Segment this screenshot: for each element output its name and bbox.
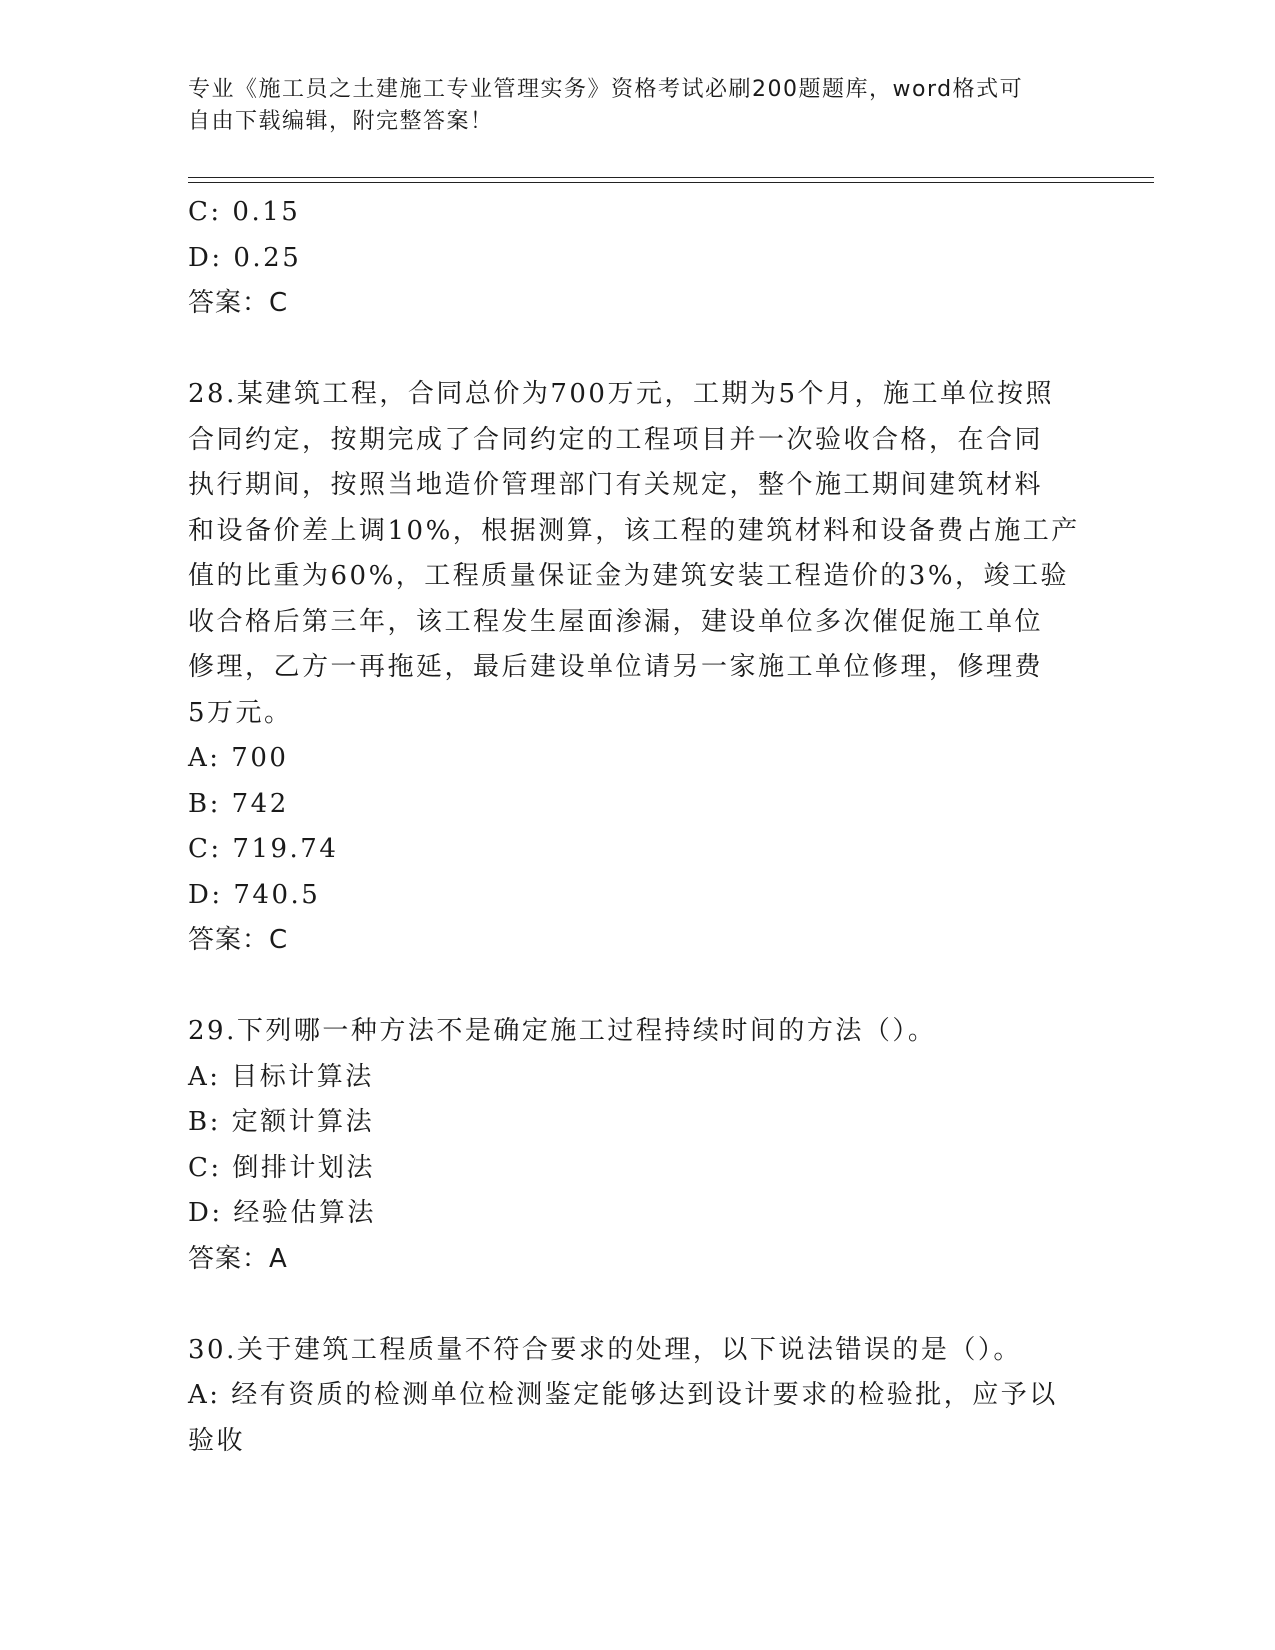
- question-line: 执行期间，按照当地造价管理部门有关规定，整个施工期间建筑材料: [188, 470, 1044, 500]
- option-c: C: 719.74: [188, 834, 339, 864]
- option-a: A: 目标计算法: [188, 1061, 374, 1092]
- answer-line: 答案：C: [188, 288, 289, 318]
- header-line-1: 专业《施工员之土建施工专业管理实务》资格考试必刷200题题库，word格式可: [188, 77, 1024, 102]
- question-29: 29.下列哪一种方法不是确定施工过程持续时间的方法（）。: [188, 1016, 937, 1046]
- option-c: C: 倒排计划法: [188, 1152, 375, 1183]
- question-line: 和设备价差上调10%，根据测算，该工程的建筑材料和设备费占施工产: [188, 515, 1080, 546]
- question-line: 合同约定，按期完成了合同约定的工程项目并一次验收合格，在合同: [188, 424, 1044, 455]
- spacer: [188, 327, 1088, 373]
- option-d: D: 0.25: [188, 242, 302, 273]
- option-d: D: 经验估算法: [188, 1198, 376, 1228]
- option-b: B: 定额计算法: [188, 1107, 375, 1137]
- answer-line: 答案：A: [188, 1243, 288, 1274]
- spacer: [188, 1282, 1088, 1328]
- document-header: [188, 74, 1068, 138]
- question-line: 收合格后第三年，该工程发生屋面渗漏，建设单位多次催促施工单位: [188, 606, 1044, 637]
- question-30: 30.关于建筑工程质量不符合要求的处理，以下说法错误的是（）。: [188, 1334, 1022, 1365]
- question-line: 值的比重为60%，工程质量保证金为建筑安装工程造价的3%，竣工验: [188, 561, 1070, 591]
- option-a: A: 700: [188, 743, 289, 773]
- question-line: 修理，乙方一再拖延，最后建设单位请另一家施工单位修理，修理费: [188, 652, 1044, 682]
- option-a: A: 经有资质的检测单位检测鉴定能够达到设计要求的检验批，应予以: [188, 1380, 1058, 1410]
- header-rule-bottom: [188, 182, 1154, 183]
- question-line: 28.某建筑工程，合同总价为700万元，工期为5个月，施工单位按照: [188, 379, 1055, 409]
- header-rule-top: [188, 177, 1154, 178]
- question-line: 5万元。: [188, 697, 293, 728]
- header-line-2: 自由下载编辑，附完整答案！: [188, 109, 494, 134]
- option-d: D: 740.5: [188, 879, 321, 910]
- option-c: C: 0.15: [188, 197, 301, 227]
- option-b: B: 742: [188, 788, 289, 819]
- option-a-continued: 验收: [188, 1425, 246, 1456]
- spacer: [188, 964, 1088, 1010]
- question-28: [188, 372, 1078, 736]
- answer-line: 答案：C: [188, 925, 289, 955]
- document-body: [188, 190, 1088, 1464]
